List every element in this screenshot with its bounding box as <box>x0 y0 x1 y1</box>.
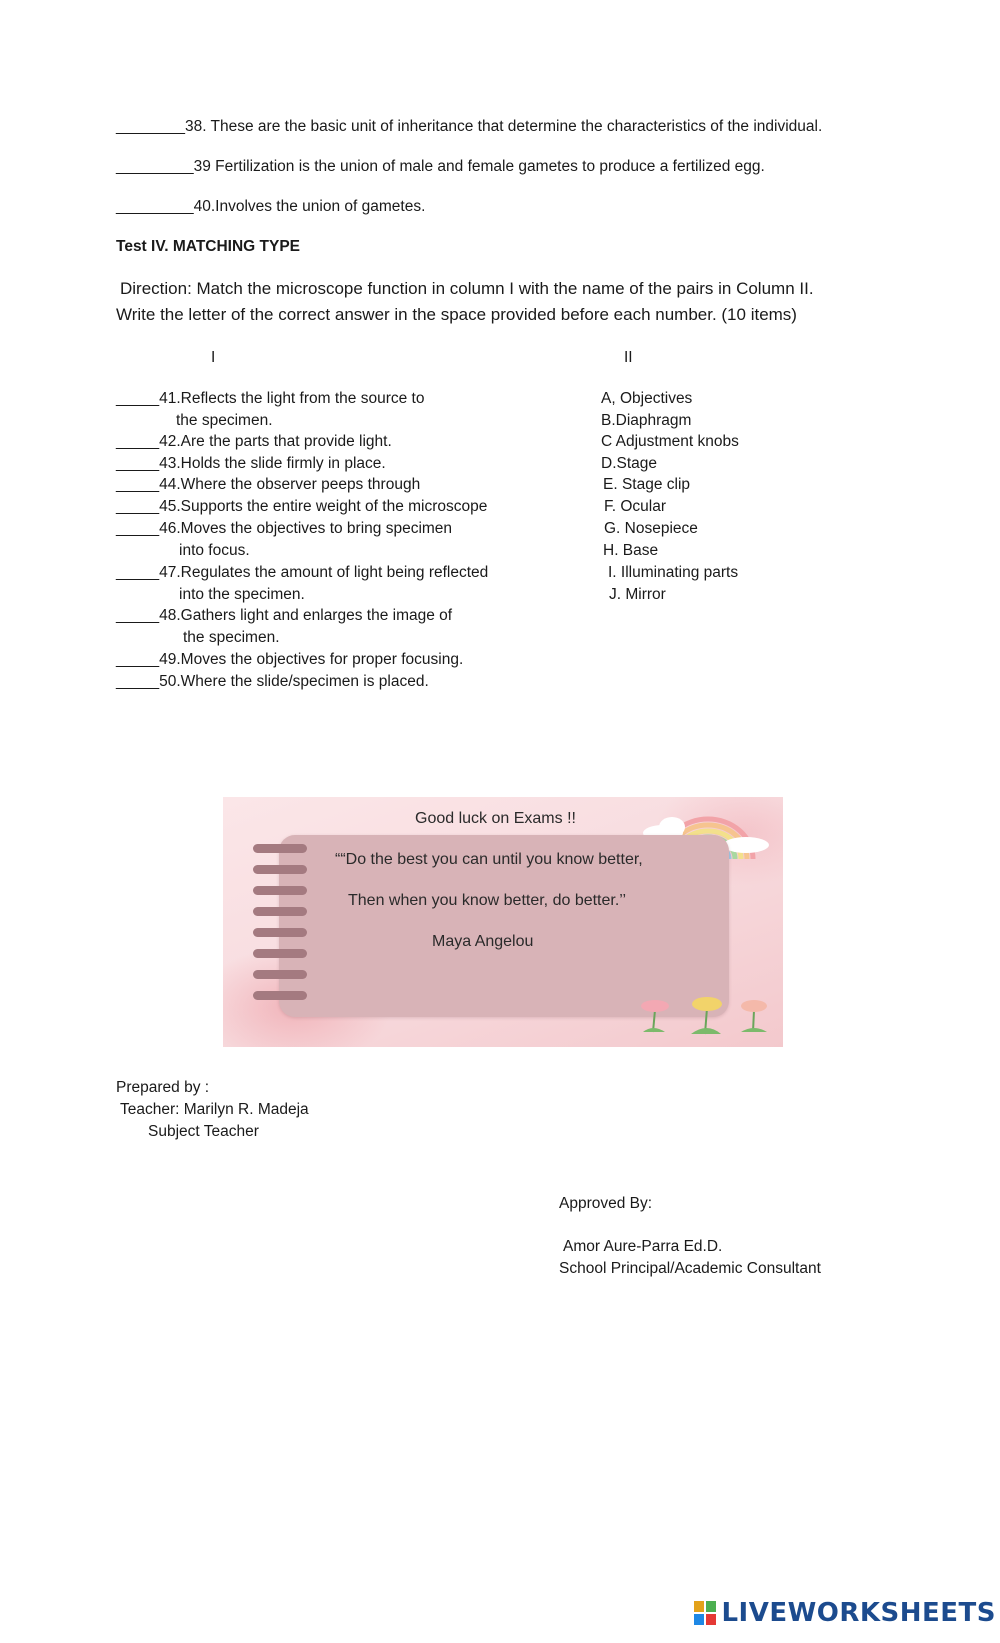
answer-blank[interactable]: _________ <box>116 158 194 175</box>
match-item-46-cont: into focus. <box>179 542 250 559</box>
answer-blank[interactable]: _____ <box>116 476 160 493</box>
item-text: 45.Supports the entire weight of the microscope <box>159 498 488 515</box>
match-item-41 <box>116 390 424 408</box>
item-text: 47.Regulates the amount of light being reflected <box>159 564 489 581</box>
approved-label: Approved By: <box>559 1195 653 1212</box>
match-item-49 <box>116 651 463 669</box>
binder-ring-icon <box>253 907 307 916</box>
item-text: 46.Moves the objectives to bring specimen <box>159 520 453 537</box>
choice-j: J. Mirror <box>609 586 666 603</box>
item-text: 43.Holds the slide firmly in place. <box>159 455 386 472</box>
binder-ring-icon <box>253 844 307 853</box>
prepared-teacher: Teacher: Marilyn R. Madeja <box>120 1101 309 1118</box>
direction-line-2: Write the letter of the correct answer in the space provided before each number. (10 items) <box>116 305 797 324</box>
answer-blank[interactable]: _____ <box>116 455 160 472</box>
flowers-icon <box>633 992 783 1040</box>
question-text: 39 Fertilization is the union of male and female gametes to produce a fertilized egg. <box>193 158 765 175</box>
item-text: 44.Where the observer peeps through <box>159 476 421 493</box>
choice-b: B.Diaphragm <box>601 412 692 429</box>
answer-blank[interactable]: _____ <box>116 498 160 515</box>
quote-author: Maya Angelou <box>432 933 534 950</box>
item-text: 49.Moves the objectives for proper focusing. <box>159 651 464 668</box>
match-item-41-cont: the specimen. <box>176 412 273 429</box>
direction-line-1: Direction: Match the microscope function in column I with the name of the pairs in Column II. <box>120 279 814 298</box>
answer-blank[interactable]: _____ <box>116 564 160 581</box>
prepared-label: Prepared by : <box>116 1079 210 1096</box>
binder-ring-icon <box>253 970 307 979</box>
approved-role: School Principal/Academic Consultant <box>559 1260 821 1277</box>
binder-ring-icon <box>253 928 307 937</box>
choice-d: D.Stage <box>601 455 658 472</box>
match-item-42 <box>116 433 392 451</box>
choice-h: H. Base <box>603 542 659 559</box>
binder-ring-icon <box>253 949 307 958</box>
item-text: 42.Are the parts that provide light. <box>159 433 392 450</box>
choice-e: E. Stage clip <box>603 476 691 493</box>
match-item-43 <box>116 455 386 473</box>
answer-blank[interactable]: _____ <box>116 673 160 690</box>
question-40 <box>116 198 425 216</box>
liveworksheets-logo-icon <box>693 1600 717 1626</box>
binder-ring-icon <box>253 865 307 874</box>
match-item-45 <box>116 498 487 516</box>
choice-i: I. Illuminating parts <box>608 564 739 581</box>
item-text: 48.Gathers light and enlarges the image of <box>159 607 453 624</box>
test-heading: Test IV. MATCHING TYPE <box>116 238 301 255</box>
question-text: 38. These are the basic unit of inheritance that determine the characteristics of the individual. <box>184 118 823 135</box>
approved-name: Amor Aure-Parra Ed.D. <box>563 1238 723 1255</box>
watermark-text: LIVEWORKSHEETS <box>721 1598 996 1628</box>
answer-blank[interactable]: _____ <box>116 433 160 450</box>
column-1-header: I <box>211 349 216 366</box>
question-38 <box>116 118 822 136</box>
match-item-48-cont: the specimen. <box>183 629 280 646</box>
match-item-47-cont: into the specimen. <box>179 586 305 603</box>
liveworksheets-watermark <box>693 1598 996 1628</box>
prepared-role: Subject Teacher <box>148 1123 259 1140</box>
question-39 <box>116 158 765 176</box>
answer-blank[interactable]: _____ <box>116 390 160 407</box>
match-item-46 <box>116 520 452 538</box>
choice-g: G. Nosepiece <box>604 520 698 537</box>
cloud-icon <box>723 837 769 853</box>
quote-line-2: Then when you know better, do better.’’ <box>348 892 627 909</box>
question-text: 40.Involves the union of gametes. <box>193 198 426 215</box>
match-item-44 <box>116 476 420 494</box>
binder-ring-icon <box>253 886 307 895</box>
quote-card <box>223 797 783 1047</box>
answer-blank[interactable]: _____ <box>116 651 160 668</box>
answer-blank[interactable]: ________ <box>116 118 185 135</box>
choice-a: A, Objectives <box>601 390 693 407</box>
answer-blank[interactable]: _________ <box>116 198 194 215</box>
choice-c: C Adjustment knobs <box>601 433 739 450</box>
choice-f: F. Ocular <box>604 498 667 515</box>
quote-line-1: ““Do the best you can until you know better, <box>335 851 643 868</box>
quote-heading: Good luck on Exams !! <box>415 810 576 827</box>
answer-blank[interactable]: _____ <box>116 607 160 624</box>
column-2-header: II <box>624 349 633 366</box>
match-item-50 <box>116 673 429 691</box>
item-text: 41.Reflects the light from the source to <box>159 390 425 407</box>
answer-blank[interactable]: _____ <box>116 520 160 537</box>
item-text: 50.Where the slide/specimen is placed. <box>159 673 429 690</box>
match-item-47 <box>116 564 488 582</box>
match-item-48 <box>116 607 452 625</box>
binder-ring-icon <box>253 991 307 1000</box>
cloud-icon <box>659 817 685 837</box>
